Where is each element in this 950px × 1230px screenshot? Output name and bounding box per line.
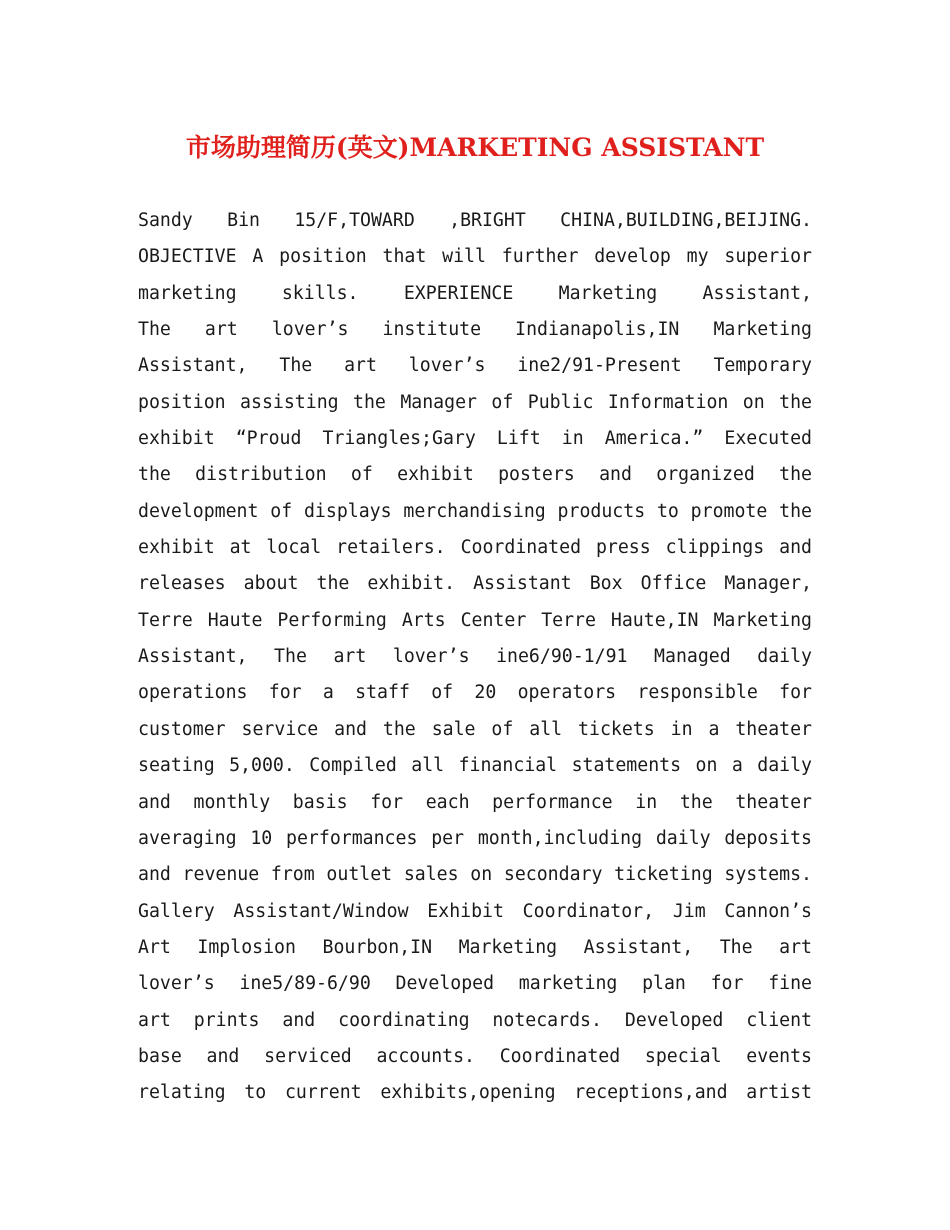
body-line: exhibit “Proud Triangles;Gary Lift in America.” Executed (138, 428, 812, 450)
body-line: base and serviced accounts. Coordinated special events (138, 1045, 812, 1067)
body-line: and monthly basis for each performance in the theater (138, 791, 812, 813)
body-line: averaging 10 performances per month,including daily deposits (138, 827, 812, 849)
body-line: relating to current exhibits,opening receptions,and artist (138, 1082, 812, 1104)
body-line: operations for a staff of 20 operators responsible for (138, 682, 812, 704)
body-line: art prints and coordinating notecards. Developed client (138, 1009, 812, 1031)
body-line: The art lover’s institute Indianapolis,IN Marketing (138, 319, 812, 341)
body-line: development of displays merchandising products to promote the (138, 500, 812, 522)
body-line: customer service and the sale of all tickets in a theater (138, 718, 812, 740)
body-line: Assistant, The art lover’s ine2/91-Present Temporary (138, 355, 812, 377)
body-line: exhibit at local retailers. Coordinated press clippings and (138, 537, 812, 559)
resume-body (138, 203, 812, 1112)
body-line: and revenue from outlet sales on secondary ticketing systems. (138, 864, 812, 886)
body-line: seating 5,000. Compiled all financial statements on a daily (138, 755, 812, 777)
body-line: Terre Haute Performing Arts Center Terre Haute,IN Marketing (138, 609, 812, 631)
body-line: Gallery Assistant/Window Exhibit Coordinator, Jim Cannon’s (138, 900, 812, 922)
body-line: releases about the exhibit. Assistant Box Office Manager, (138, 573, 812, 595)
body-line: lover’s ine5/89-6/90 Developed marketing plan for fine (138, 973, 812, 995)
body-line: position assisting the Manager of Public Information on the (138, 391, 812, 413)
body-line: the distribution of exhibit posters and organized the (138, 464, 812, 486)
body-line: Art Implosion Bourbon,IN Marketing Assistant, The art (138, 936, 812, 958)
body-line: Assistant, The art lover’s ine6/90-1/91 Managed daily (138, 646, 812, 668)
resume-title: 市场助理简历(英文)MARKETING ASSISTANT (185, 133, 765, 162)
body-line: Sandy Bin 15/F,TOWARD ,BRIGHT CHINA,BUILDING,BEIJING. (138, 210, 812, 231)
body-line: marketing skills. EXPERIENCE Marketing Assistant, (138, 282, 812, 304)
body-line: OBJECTIVE A position that will further develop my superior (138, 246, 812, 268)
